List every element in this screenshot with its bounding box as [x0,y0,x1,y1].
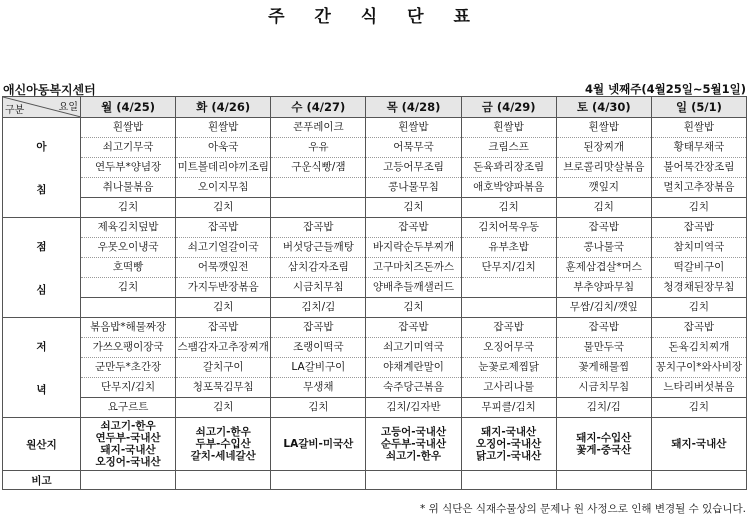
origin-cell [651,418,746,471]
origin-label: 원산지 [3,418,81,471]
menu-item: 버섯당근들깨탕 [271,238,366,258]
origin-cell [271,418,366,471]
origin-line: 쇠고기-한우 [385,450,442,462]
menu-table-body [3,97,747,490]
note-cell [271,471,366,490]
menu-item: 콩나물국 [556,238,651,258]
menu-item: 유부초밥 [461,238,556,258]
menu-item: 깻잎지 [556,178,651,198]
origin-line: 쇠고기-한우 [195,426,251,438]
menu-row [3,198,747,218]
menu-item: 김치 [176,398,271,418]
menu-item: 무쌈/김치/깻잎 [556,298,651,318]
menu-item: 김치 [461,198,556,218]
menu-item: 갈치구이 [176,358,271,378]
note-row [3,471,747,490]
menu-item: 우유 [271,138,366,158]
origin-line: 돼지-국내산 [671,438,727,450]
menu-item: 스팸감자고추장찌개 [176,338,271,358]
menu-item [81,298,176,318]
note-cell [176,471,271,490]
menu-item: 잡곡밥 [271,218,366,238]
menu-item: 단무지/김치 [461,258,556,278]
note-cell [461,471,556,490]
day-header-sun: 일 (5/1) [651,97,746,118]
menu-item: 잡곡밥 [651,218,746,238]
menu-item: 제육김치덮밥 [81,218,176,238]
menu-item: 요구르트 [81,398,176,418]
menu-item: 잡곡밥 [556,218,651,238]
menu-item: 꽁치구이*와사비장 [651,358,746,378]
menu-item: 잡곡밥 [366,318,461,338]
menu-item: 아욱국 [176,138,271,158]
menu-item: 떡갈비구이 [651,258,746,278]
origin-line: 오징어-국내산 [476,438,542,450]
origin-cell [461,418,556,471]
menu-row [3,158,747,178]
menu-row [3,318,747,338]
menu-row [3,358,747,378]
origin-row [3,418,747,471]
menu-item: 김치 [556,198,651,218]
origin-cell [556,418,651,471]
menu-item: 양배추들깨샐러드 [366,278,461,298]
menu-item: 김치 [651,398,746,418]
menu-item: 꽃게해물찜 [556,358,651,378]
menu-item: 흰쌀밥 [366,118,461,138]
day-header-wed: 수 (4/27) [271,97,366,118]
menu-item: 흰쌀밥 [176,118,271,138]
menu-item: 부추양파무침 [556,278,651,298]
menu-item [271,198,366,218]
menu-item: 잡곡밥 [651,318,746,338]
meal-label-bottom: 심 [36,283,47,296]
menu-item: 쇠고기얼갈이국 [176,238,271,258]
menu-item: 김치 [651,298,746,318]
origin-cell [81,418,176,471]
origin-line: 두부-수입산 [195,438,251,450]
origin-line: 닭고기-국내산 [476,450,542,462]
menu-item: 애호박양파볶음 [461,178,556,198]
menu-item: 무생채 [271,378,366,398]
menu-item: 야채계란말이 [366,358,461,378]
menu-item: 숙주당근볶음 [366,378,461,398]
day-header-tue: 화 (4/26) [176,97,271,118]
corner-cell [3,97,81,118]
menu-row [3,378,747,398]
origin-line: 순두부-국내산 [380,438,447,450]
menu-item [271,178,366,198]
origin-cell [176,418,271,471]
org-name: 애신아동복지센터 [3,83,96,97]
menu-item: 크림스프 [461,138,556,158]
menu-item: 오징어무국 [461,338,556,358]
meal-label-top: 점 [36,240,47,253]
menu-item: 오이지무침 [176,178,271,198]
menu-item: 김치 [81,198,176,218]
menu-item: 흰쌀밥 [81,118,176,138]
menu-item: 군만두*초간장 [81,358,176,378]
menu-row [3,338,747,358]
note-label: 비고 [3,471,81,490]
menu-item: 미트볼데리야끼조림 [176,158,271,178]
menu-item: 잡곡밥 [366,218,461,238]
menu-item: 고등어무조림 [366,158,461,178]
menu-item: 잡곡밥 [176,318,271,338]
meal-label-top: 저 [36,340,47,353]
menu-item: 잡곡밥 [271,318,366,338]
day-header-fri: 금 (4/29) [461,97,556,118]
menu-item: 브로콜리맛살볶음 [556,158,651,178]
menu-item: 김치 [366,298,461,318]
menu-row [3,278,747,298]
corner-bottom-label: 구분 [5,105,25,116]
menu-item: 흰쌀밥 [556,118,651,138]
menu-item: 훈제삼겹살*머스 [556,258,651,278]
origin-line: LA갈비-미국산 [283,438,354,450]
menu-item: 구운식빵/잼 [271,158,366,178]
meal-label-bottom: 침 [36,183,47,196]
menu-item: 잡곡밥 [176,218,271,238]
origin-line: 고등어-국내산 [380,426,447,438]
meal-label [3,218,81,318]
menu-item: 김치/김 [556,398,651,418]
menu-item: 김치 [81,278,176,298]
day-header-thu: 목 (4/28) [366,97,461,118]
menu-item: 고구마치즈돈까스 [366,258,461,278]
origin-line: 갈치-세네갈산 [190,450,256,462]
menu-item: 단무지/김치 [81,378,176,398]
meal-label [3,318,81,418]
menu-item: 흰쌀밥 [651,118,746,138]
menu-item: 어묵깻잎전 [176,258,271,278]
day-header-mon: 월 (4/25) [81,97,176,118]
menu-item: 청포묵김무침 [176,378,271,398]
menu-item: 가쓰오팽이장국 [81,338,176,358]
menu-item: 호떡빵 [81,258,176,278]
menu-item: 불어묵간장조림 [651,158,746,178]
menu-item: 돈육꽈리장조림 [461,158,556,178]
menu-item: 김치 [176,198,271,218]
menu-row [3,118,747,138]
footer-note: * 위 식단은 식재수물상의 문제나 원 사정으로 인해 변경될 수 있습니다. [420,503,746,515]
menu-item: 물만두국 [556,338,651,358]
meal-label-top: 아 [36,140,47,153]
origin-cell [366,418,461,471]
menu-item: 고사리나물 [461,378,556,398]
menu-item: 김치 [271,398,366,418]
menu-item: 느타리버섯볶음 [651,378,746,398]
menu-item: 멸치고추장볶음 [651,178,746,198]
note-cell [81,471,176,490]
menu-item: 바지락순두부찌개 [366,238,461,258]
menu-item: 김치 [366,198,461,218]
menu-item: 쇠고기무국 [81,138,176,158]
menu-item: 잡곡밥 [461,318,556,338]
menu-item: 눈꽃로제찜닭 [461,358,556,378]
note-cell [556,471,651,490]
menu-row [3,138,747,158]
menu-item: 콩나물무침 [366,178,461,198]
page-title: 주 간 식 단 표 [268,7,482,27]
origin-line: 연두부-국내산 [95,432,161,444]
menu-item: 조랭이떡국 [271,338,366,358]
note-cell [366,471,461,490]
menu-item: 시금치무침 [556,378,651,398]
corner-top-label: 요일 [58,102,78,113]
header-row [3,97,747,118]
menu-item: 잡곡밥 [556,318,651,338]
menu-item: LA갈비구이 [271,358,366,378]
menu-row [3,258,747,278]
menu-item: 가지두반장볶음 [176,278,271,298]
menu-item: 콘푸레이크 [271,118,366,138]
menu-item: 김치 [176,298,271,318]
menu-table [2,96,747,490]
menu-item: 김치 [651,198,746,218]
menu-item: 황태무채국 [651,138,746,158]
menu-item: 삼치감자조림 [271,258,366,278]
menu-item: 김치/김 [271,298,366,318]
menu-row [3,178,747,198]
meal-label-spacer [4,254,79,282]
menu-row [3,218,747,238]
week-range: 4월 넷째주(4월25일~5월1일) [584,82,746,96]
menu-row [3,398,747,418]
origin-line: 돼지-국내산 [100,444,156,456]
meal-label-spacer [4,354,79,382]
menu-item: 청경채된장무침 [651,278,746,298]
menu-row [3,238,747,258]
menu-item: 시금치무침 [271,278,366,298]
menu-item: 어묵무국 [366,138,461,158]
menu-item: 김치어묵우동 [461,218,556,238]
menu-item [461,278,556,298]
meal-label [3,118,81,218]
origin-line: 쇠고기-한우 [100,420,156,432]
origin-line: 오징어-국내산 [95,456,161,468]
menu-item: 흰쌀밥 [461,118,556,138]
menu-item: 쇠고기미역국 [366,338,461,358]
meal-label-bottom: 녁 [36,383,47,396]
meal-label-spacer [4,154,79,182]
menu-item: 돈육김치찌개 [651,338,746,358]
origin-line: 돼지-국내산 [481,426,537,438]
menu-item: 연두부*양념장 [81,158,176,178]
menu-item: 된장찌개 [556,138,651,158]
note-cell [651,471,746,490]
menu-item [461,298,556,318]
menu-item: 우못오이냉국 [81,238,176,258]
menu-item: 취나물볶음 [81,178,176,198]
menu-row [3,298,747,318]
day-header-sat: 토 (4/30) [556,97,651,118]
menu-item: 무피클/김치 [461,398,556,418]
menu-item: 볶음밥*해물짜장 [81,318,176,338]
origin-line: 돼지-수입산 [576,432,632,444]
origin-line: 꽃게-중국산 [576,444,632,456]
menu-item: 참치미역국 [651,238,746,258]
menu-item: 김치/김자반 [366,398,461,418]
